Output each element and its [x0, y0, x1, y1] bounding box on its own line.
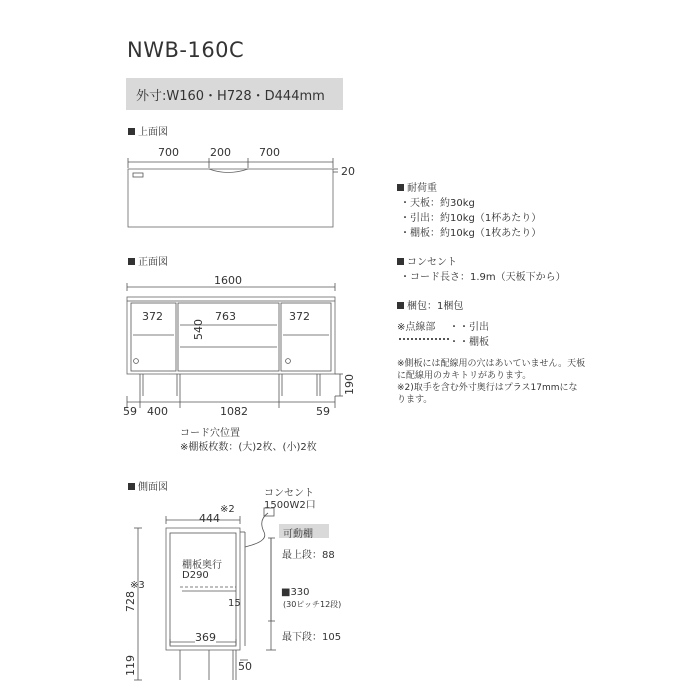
front-view-title: 正面図 [138, 257, 168, 268]
top-view-title: 上面図 [138, 127, 168, 138]
dashed-line-icon [399, 338, 449, 340]
cord-hole-position: コード穴位置 [180, 428, 240, 439]
front-bottom-left: 400 [147, 405, 168, 418]
top-view-drawing [128, 158, 338, 227]
side-depth: 444 [199, 512, 220, 525]
top-dim-center: 200 [210, 146, 231, 159]
square-bullet-icon [397, 302, 404, 309]
front-view-drawing [127, 283, 343, 408]
legend-dotted-prefix: ※点線部 [397, 322, 436, 333]
pitch-value: ■330 [281, 587, 310, 598]
front-inner-center: 763 [215, 310, 236, 323]
load-item-shelf: ・棚板：約10kg（1枚あたり） [400, 228, 542, 239]
pack-title: 梱包：1梱包 [407, 301, 464, 312]
legend-shelf: ・・棚板 [449, 337, 489, 348]
side-view-drawing [134, 508, 276, 680]
side-height: 728 [124, 591, 137, 612]
value-50: 50 [238, 660, 252, 673]
load-item-top: ・天板：約30kg [400, 198, 475, 209]
top-dim-depth: 20 [341, 165, 355, 178]
top-step: 最上段：88 [282, 550, 335, 561]
front-bottom-right: 59 [316, 405, 330, 418]
outlet-label: コンセント [264, 488, 314, 499]
side-inner-depth: 369 [195, 631, 216, 644]
side-view-title: 側面図 [138, 482, 168, 493]
outlet-spec: 1500W2口 [264, 500, 316, 511]
shelf-count: ※棚板枚数：(大)2枚、(小)2枚 [180, 442, 317, 453]
shelf-depth-value: D290 [182, 570, 209, 581]
front-center-height: 540 [192, 319, 205, 340]
square-bullet-icon [397, 184, 404, 191]
value-15: 15 [228, 598, 241, 609]
cord-length: ・コード長さ：1.9m（天板下から） [400, 272, 566, 283]
side-panel-note-line2: に配線用のカキトリがあります。 [397, 371, 532, 381]
square-bullet-icon [397, 258, 404, 265]
front-inner-left: 372 [142, 310, 163, 323]
front-inner-right: 372 [289, 310, 310, 323]
pitch-note: (30ピッチ12段) [283, 600, 342, 609]
depth-note-line1: ※2)取手を含む外寸奥行はプラス17mmにな [397, 383, 578, 393]
height-mark: ※3 [130, 580, 145, 591]
top-dim-left: 700 [158, 146, 179, 159]
side-panel-note-line1: ※側板には配線用の穴はあいていません。天板 [397, 359, 586, 369]
adjustable-shelf-label: 可動棚 [283, 529, 313, 540]
legend-drawer: ・・引出 [449, 322, 489, 333]
outer-dimensions: 外寸:W160・H728・D444mm [136, 89, 325, 104]
depth-note-line2: ります。 [397, 395, 433, 405]
bottom-step: 最下段：105 [282, 632, 342, 643]
front-leg-height: 190 [343, 374, 356, 395]
front-bottom-left-offset: 59 [123, 405, 137, 418]
front-bottom-center: 1082 [220, 405, 248, 418]
pack-heading [397, 297, 463, 312]
outlet-heading [397, 253, 457, 268]
model-title: NWB-160C [127, 38, 245, 62]
top-dim-right: 700 [259, 146, 280, 159]
side-leg-height: 119 [124, 655, 137, 676]
front-width: 1600 [214, 274, 242, 287]
load-heading [397, 179, 437, 194]
outlet-icon [133, 173, 143, 177]
load-title: 耐荷重 [407, 183, 437, 194]
shelf-depth-label: 棚板奥行 [182, 560, 222, 571]
outlet-title: コンセント [407, 257, 457, 268]
note-mark-2: ※2 [220, 504, 235, 515]
load-item-drawer: ・引出：約10kg（1杯あたり） [400, 213, 542, 224]
